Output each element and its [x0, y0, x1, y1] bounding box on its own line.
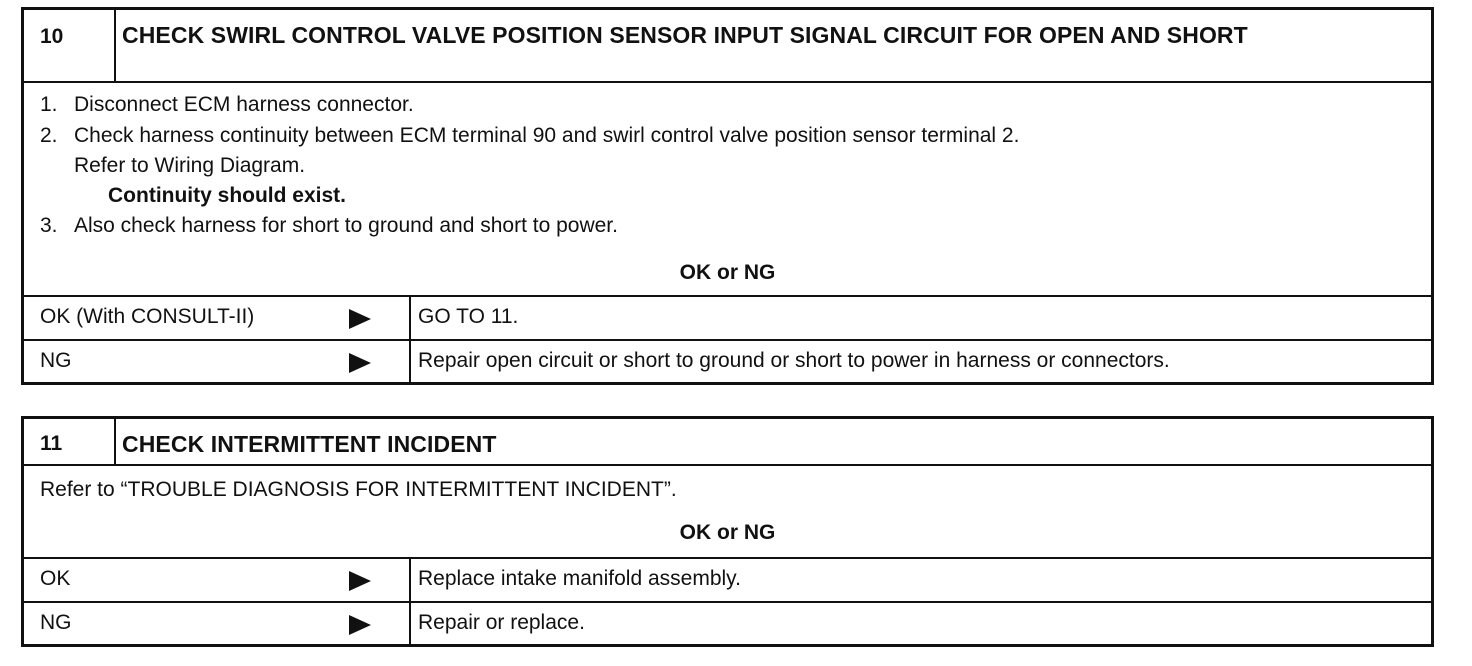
result-row	[24, 601, 1431, 644]
refer-note: Refer to Wiring Diagram.	[74, 154, 306, 177]
specification: Continuity should exist.	[108, 184, 347, 207]
result-action: Replace intake manifold assembly.	[418, 567, 741, 590]
step-10-header	[24, 10, 1431, 83]
step-number: 11	[24, 419, 116, 464]
column-divider	[409, 559, 411, 601]
arrow-right-icon	[349, 353, 371, 373]
instruction-number: 3.	[40, 214, 58, 237]
arrow-right-icon	[349, 615, 371, 635]
instruction-text: Disconnect ECM harness connector.	[74, 93, 414, 116]
result-action: Repair or replace.	[418, 611, 585, 634]
result-row	[24, 295, 1431, 339]
instruction-text: Also check harness for short to ground and short to power.	[74, 214, 618, 237]
step-11-box	[21, 416, 1434, 647]
instruction-text: Check harness continuity between ECM terminal 90 and swirl control valve position sensor terminal 2.	[74, 124, 1020, 147]
arrow-right-icon	[349, 309, 371, 329]
ok-or-ng-label: OK or NG	[679, 521, 776, 544]
result-condition: OK (With CONSULT-II)	[40, 305, 255, 328]
result-condition: NG	[40, 349, 72, 372]
column-divider	[409, 603, 411, 644]
step-11-header	[24, 419, 1431, 466]
refer-note: Refer to “TROUBLE DIAGNOSIS FOR INTERMITTENT INCIDENT”.	[40, 478, 677, 501]
step-title: CHECK INTERMITTENT INCIDENT	[122, 431, 497, 457]
step-title: CHECK SWIRL CONTROL VALVE POSITION SENSOR INPUT SIGNAL CIRCUIT FOR OPEN AND SHORT	[122, 22, 1248, 48]
column-divider	[409, 297, 411, 339]
instruction-item	[40, 214, 618, 238]
step-number: 10	[24, 10, 116, 81]
instruction-number: 1.	[40, 93, 58, 116]
column-divider	[409, 341, 411, 383]
step-10-box	[21, 7, 1434, 385]
ok-or-ng-label: OK or NG	[679, 261, 776, 284]
result-row	[24, 339, 1431, 383]
instruction-number: 2.	[40, 124, 58, 147]
result-condition: OK	[40, 567, 71, 590]
result-action: Repair open circuit or short to ground or short to power in harness or connectors.	[418, 349, 1170, 372]
instruction-item	[40, 124, 1019, 148]
result-action: GO TO 11.	[418, 305, 519, 328]
arrow-right-icon	[349, 571, 371, 591]
result-condition: NG	[40, 611, 72, 634]
result-row	[24, 557, 1431, 601]
instruction-item	[40, 93, 414, 117]
